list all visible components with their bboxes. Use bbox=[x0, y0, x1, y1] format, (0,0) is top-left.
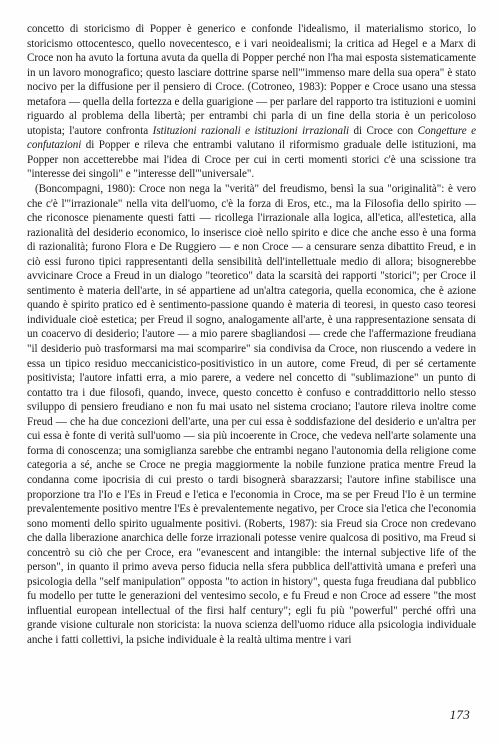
paragraph-1 bbox=[27, 22, 476, 182]
paragraph-2 bbox=[27, 182, 476, 648]
page-number: 173 bbox=[449, 707, 470, 722]
book-title: Istituzioni razionali e istituzioni irrazionali bbox=[152, 124, 350, 137]
body-text bbox=[27, 22, 476, 648]
text-run: di Croce con bbox=[349, 124, 418, 137]
text-run: (Boncompagni, 1980): Croce non nega la "verità" del freudismo, bensì la sua "originalità": è vero che c'è l'"irrazionale" nella vita dell'uomo, c'è la forza di Eros, etc., ma la Filosofia dello spirito — che riconosce pienamente questi fatti — ricollega l'irrazionale alla logica, all'etica, all'estetica, alla razionalità del desiderio economico, lo inserisce cioè nello spirito e dice che anche esso è una forma di razionalità; furono Flora e De Ruggiero — e non Croce — a censurare senza dibattito Freud, e in ciò essi furono tipici rappresentanti della sensibilità dell'intellettuale medio di allora; bisognerebbe avvicinare Croce a Freud in un dialogo "teoretico" data la scarsità dei rapporti "storici"; per Croce il sentimento è materia dell'arte, in sé appartiene ad un'altra categoria, quella economica, che è azione quando è spirito pratico ed è sentimento-passione quando è materia di teoresi, in questo caso teoresi individuale cioè estetica; per Freud il sogno, analogamente all'arte, è una rappresentazione sensata di un coacervo di desiderio; l'autore — a mio parere sbagliandosi — crede che l'affermazione freudiana "il desiderio può trasformarsi ma mai scomparire" sia condivisa da Croce, non riuscendo a vedere in essa un tipico residuo meccanicistico-positivistico in un autore, come Freud, di per sé certamente positivista; l'autore infatti erra, a mio parere, a vedere nel concetto di "sublimazione" un punto di contatto tra i due filosofi, quando, invece, questo concetto è confuso e contraddittorio nello stesso sviluppo di pensiero freudiano e non fu mai usato nel sistema crociano; l'autore rileva inoltre come Freud — che ha due concezioni dell'arte, una per cui essa è soddisfazione del desiderio e un'altra per cui essa è fonte di verità sull'uomo — sia più incoerente in Croce, che vedeva nell'arte solamente una forma di conoscenza; una somiglianza sarebbe che entrambi negano l'autonomia della religione come categoria a sé, anche se Croce ne pregia maggiormente la nobile funzione pratica mentre Freud la condanna come ipocrisia di cui presto o tardi bisognerà sbarazzarsi; l'autore infine stabilisce una proporzione tra l'Io e l'Es in Freud e l'etica e l'economia in Croce, ma se per Freud l'Io è un termine prevalentemente positivo mentre l'Es è prevalentemente negativo, per Croce sia l'etica che l'economia sono momenti dello spirito ugualmente positivi. (Roberts, 1987): sia Freud sia Croce non credevano che dalla liberazione anarchica delle forze irrazionali potesse venire qualcosa di positivo, ma Freud si concentrò su ciò che per Croce, era "evanescent and intangible: the internal subjective life of the person", in quanto il primo aveva perso fiducia nella sfera pubblica dell'attività umana e preferì una psicologia della "self manipulation" opposta "to action in history", questa fuga freudiana dal pubblico fu modello per tutte le generazioni del ventesimo secolo, e fu Freud e non Croce ad essere "the most influential european intellectual of the firsi half century"; egli fu più "powerful" perché offrì una grande visione culturale non storicista: la nuova scienza dell'uomo riduce alla psicologia individuale anche i fatti collettivi, la psiche individuale è la realtà ultima mentre i vari bbox=[27, 183, 476, 646]
text-run: concetto di storicismo di Popper è generico e confonde l'idealismo, il materialismo storico, lo storicismo ottocentesco, quello novecentesco, e i vari neoidealismi; la critica ad Hegel e a Marx di Croce non ha avuto la fortuna avuta da quella di Popper perché non l'ha mai esposta sistematicamente in un lavoro monografico; questo lasciare dottrine sparse nell'"immenso mare della sua opera" è stato nocivo per la diffusione per il pensiero di Croce. (Cotroneo, 1983): Popper e Croce usano una stessa metafora — quella della fortezza e della guarigione — per parlare del rapporto tra istituzioni e uomini riguardo al problema della libertà; per entrambi chi parla di un fine della storia è un pericoloso utopista; l'autore confronta bbox=[27, 23, 476, 137]
text-run: di Popper e rileva che entrambi valutano il riformismo graduale delle istituzioni, ma Popper non accetterebbe mai l'idea di Croce per cui in certi momenti storici c'è una scissione tra "interesse dei singoli" e "interesse dell'"universale". bbox=[27, 139, 476, 181]
book-title: Congetture e confutazioni bbox=[27, 124, 477, 152]
